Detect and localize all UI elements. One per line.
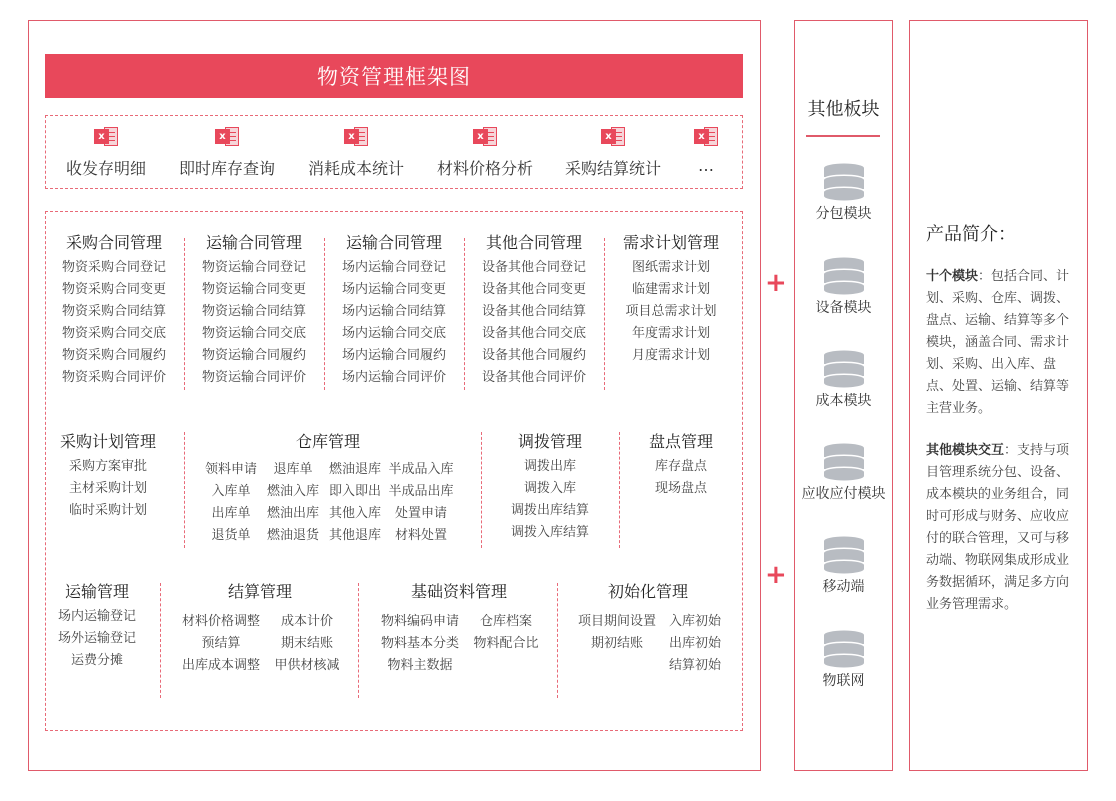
module-item: 成本计价 <box>280 614 333 629</box>
other-module-label: 分包模块 <box>815 206 872 222</box>
module-item: 临时采购计划 <box>68 503 148 518</box>
module-item: 项目期间设置 <box>577 614 656 629</box>
module-purchase-plan <box>60 431 156 522</box>
module-item: 设备其他合同结算 <box>481 304 587 319</box>
title-divider <box>806 135 880 137</box>
module-settlement <box>174 611 346 677</box>
intro-text: ：包括合同、计划、采购、仓库、调拨、盘点、运输、结算等多个模块，涵盖合同、需求计划、采购、出入库、盘点、处置、运输、结算等主营业务。 <box>926 269 1070 416</box>
module-item: 场内运输合同变更 <box>341 282 447 297</box>
column-divider <box>324 238 325 390</box>
intro-paragraph <box>926 266 1078 420</box>
module-basic-data <box>373 611 545 677</box>
excel-icon: x <box>215 127 239 146</box>
module-item: 物料编码申请 <box>380 614 459 629</box>
module-item: 出库单 <box>211 506 251 521</box>
module-init <box>570 611 726 677</box>
module-item: 物资运输合同结算 <box>201 304 307 319</box>
module-item: 场内运输合同登记 <box>341 260 447 275</box>
module-other-contract <box>482 232 586 389</box>
module-item: 退货单 <box>211 528 251 543</box>
intro-term: 十个模块 <box>926 269 979 284</box>
module-item: 其他入库 <box>328 506 381 521</box>
module-item: 主材采购计划 <box>68 481 148 496</box>
module-item: 仓库档案 <box>479 614 532 629</box>
module-item: 物资运输合同评价 <box>201 370 307 385</box>
report-item <box>437 127 533 179</box>
module-item: 场内运输合同结算 <box>341 304 447 319</box>
module-item: 场内运输合同评价 <box>341 370 447 385</box>
module-item: 燃油退库 <box>328 462 381 477</box>
column-divider <box>184 432 185 548</box>
module-item: 物资运输合同变更 <box>201 282 307 297</box>
plus-icon: + <box>765 268 787 298</box>
column-divider <box>557 583 558 698</box>
database-icon <box>823 443 865 481</box>
intro-term: 其他模块交互 <box>926 443 1005 458</box>
report-item <box>565 127 661 179</box>
module-item <box>570 655 664 677</box>
module-item: 领料申请 <box>204 462 257 477</box>
module-item: 场外运输登记 <box>57 631 137 646</box>
module-item: 设备其他合同评价 <box>481 370 587 385</box>
database-icon <box>823 630 865 668</box>
module-item: 设备其他合同变更 <box>481 282 587 297</box>
module-item: 调拨出库结算 <box>510 503 590 518</box>
module-item: 出库成本调整 <box>181 658 260 673</box>
other-modules-title: 其他板块 <box>807 99 880 120</box>
database-icon <box>823 257 865 295</box>
module-title: 需求计划管理 <box>622 233 720 252</box>
column-divider <box>604 238 605 390</box>
other-module-label: 移动端 <box>822 579 865 595</box>
module-title: 运输管理 <box>64 582 130 601</box>
module-item: 物资采购合同履约 <box>61 348 167 363</box>
module-title: 初始化管理 <box>607 582 689 601</box>
module-item: 项目总需求计划 <box>625 304 717 319</box>
report-label: 消耗成本统计 <box>307 159 405 178</box>
report-label: 收发存明细 <box>65 159 147 178</box>
report-item <box>66 127 146 179</box>
module-item: 采购方案审批 <box>68 459 148 474</box>
module-item: 甲供材核减 <box>274 658 340 673</box>
database-icon <box>823 163 865 201</box>
module-item: 退库单 <box>273 462 313 477</box>
report-label: 采购结算统计 <box>564 159 662 178</box>
module-item: 物资运输合同登记 <box>201 260 307 275</box>
excel-icon: x <box>694 127 718 146</box>
module-item: 结算初始 <box>668 658 721 673</box>
module-inventory <box>649 431 713 500</box>
module-item: 燃油退货 <box>266 528 319 543</box>
plus-icon: + <box>765 560 787 590</box>
database-icon <box>823 536 865 574</box>
module-item: 临建需求计划 <box>631 282 711 297</box>
module-item: 物资采购合同结算 <box>61 304 167 319</box>
module-item: 设备其他合同交底 <box>481 326 587 341</box>
module-title: 运输合同管理 <box>345 233 443 252</box>
module-item: 调拨入库 <box>523 481 577 496</box>
module-item: 处置申请 <box>394 506 447 521</box>
module-item: 半成品入库 <box>388 462 454 477</box>
module-item: 设备其他合同登记 <box>481 260 587 275</box>
module-transport-contract <box>202 232 306 389</box>
module-demand-plan <box>623 232 719 367</box>
module-item: 即入即出 <box>328 484 381 499</box>
module-item: 期末结账 <box>280 636 333 651</box>
other-module-item <box>794 630 893 690</box>
module-item: 调拨出库 <box>523 459 577 474</box>
module-item: 物资运输合同履约 <box>201 348 307 363</box>
module-item: 物资采购合同变更 <box>61 282 167 297</box>
intro-text: ：支持与项目管理系统分包、设备、成本模块的业务组合，同时可形成与财务、应收应付的联合管理，又可与移动端、物联网集成形成业务数据循环，满足多方向业务管理需求。 <box>926 443 1070 612</box>
module-item: 燃油出库 <box>266 506 319 521</box>
excel-icon: x <box>344 127 368 146</box>
module-item: 物资采购合同登记 <box>61 260 167 275</box>
module-item: 运费分摊 <box>70 653 124 668</box>
other-module-label: 应收应付模块 <box>801 486 886 502</box>
column-divider <box>358 583 359 698</box>
module-item: 入库初始 <box>668 614 721 629</box>
module-item: 物资采购合同评价 <box>61 370 167 385</box>
module-item: 其他退库 <box>328 528 381 543</box>
module-item: 月度需求计划 <box>631 348 711 363</box>
excel-icon: x <box>473 127 497 146</box>
module-item: 场内运输登记 <box>57 609 137 624</box>
module-site-transport-contract <box>342 232 446 389</box>
report-item <box>308 127 404 179</box>
module-item: 库存盘点 <box>654 459 708 474</box>
module-item: 图纸需求计划 <box>631 260 711 275</box>
module-title: 其他合同管理 <box>485 233 583 252</box>
module-title: 运输合同管理 <box>205 233 303 252</box>
module-title: 仓库管理 <box>295 432 361 451</box>
module-transport <box>58 581 136 672</box>
module-item: 材料处置 <box>394 528 447 543</box>
other-module-item <box>794 536 893 596</box>
module-title: 结算管理 <box>227 582 293 601</box>
other-module-item <box>794 443 893 503</box>
module-purchase-contract <box>62 232 166 389</box>
module-item: 物资采购合同交底 <box>61 326 167 341</box>
module-item: 期初结账 <box>590 636 643 651</box>
module-item: 场内运输合同交底 <box>341 326 447 341</box>
other-module-label: 物联网 <box>822 673 865 689</box>
module-item: 出库初始 <box>668 636 721 651</box>
module-item: 燃油入库 <box>266 484 319 499</box>
module-title: 盘点管理 <box>648 432 714 451</box>
module-item: 入库单 <box>211 484 251 499</box>
excel-icon: x <box>94 127 118 146</box>
module-warehouse <box>200 459 456 547</box>
module-title: 采购合同管理 <box>65 233 163 252</box>
other-module-label: 成本模块 <box>815 393 872 409</box>
diagram-title: 物资管理框架图 <box>45 54 743 98</box>
report-label: … <box>698 156 714 175</box>
module-transfer <box>511 431 589 544</box>
other-module-item <box>794 257 893 317</box>
column-divider <box>184 238 185 390</box>
module-title: 基础资料管理 <box>410 582 508 601</box>
other-module-item <box>794 350 893 410</box>
report-label: 材料价格分析 <box>436 159 534 178</box>
excel-icon: x <box>601 127 625 146</box>
module-item: 预结算 <box>201 636 241 651</box>
database-icon <box>823 350 865 388</box>
module-item: 物资运输合同交底 <box>201 326 307 341</box>
module-item: 物料配合比 <box>473 636 539 651</box>
module-item <box>467 655 545 677</box>
module-item: 现场盘点 <box>654 481 708 496</box>
module-item: 场内运输合同履约 <box>341 348 447 363</box>
module-item: 物料主数据 <box>387 658 453 673</box>
other-module-label: 设备模块 <box>815 300 872 316</box>
intro-title: 产品简介： <box>926 224 1016 245</box>
module-item: 设备其他合同履约 <box>481 348 587 363</box>
module-title: 采购计划管理 <box>59 432 157 451</box>
column-divider <box>160 583 161 698</box>
module-item: 半成品出库 <box>388 484 454 499</box>
report-item <box>694 127 718 175</box>
module-item: 调拨入库结算 <box>510 525 590 540</box>
column-divider <box>464 238 465 390</box>
module-item: 材料价格调整 <box>181 614 260 629</box>
module-title: 调拨管理 <box>517 432 583 451</box>
other-module-item <box>794 163 893 223</box>
module-item: 年度需求计划 <box>631 326 711 341</box>
column-divider <box>619 432 620 548</box>
intro-paragraph <box>926 440 1078 616</box>
module-item: 物料基本分类 <box>380 636 459 651</box>
report-label: 即时库存查询 <box>178 159 276 178</box>
report-item <box>179 127 275 179</box>
column-divider <box>481 432 482 548</box>
